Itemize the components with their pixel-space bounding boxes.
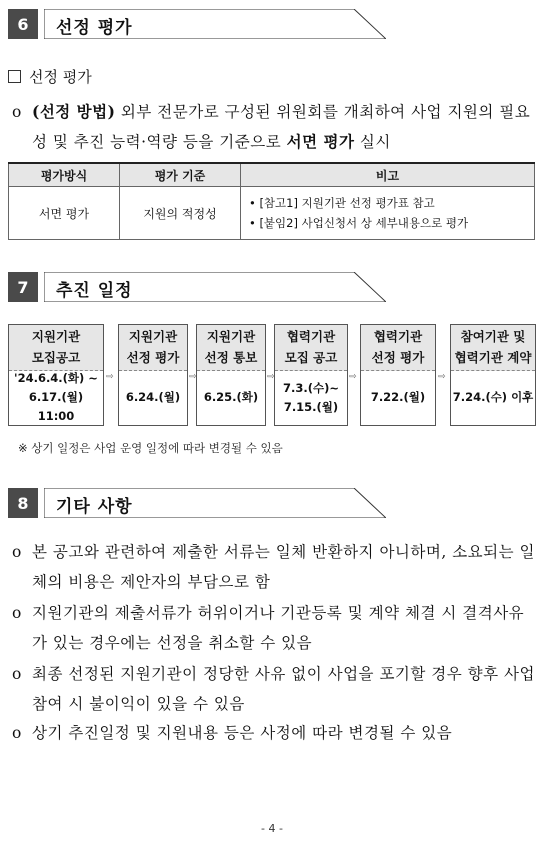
schedule-note: ※ 상기 일정은 사업 운영 일정에 따라 변경될 수 있음 [18,441,283,455]
section-header-7 [8,272,386,302]
table-row [9,187,535,240]
other-bullet: o 지원기관의 제출서류가 허위이거나 기관등록 및 계약 체결 시 결격사유가 있는 경우에는 선정을 취소할 수 있음 [12,604,525,652]
section-title: 기타 사항 [56,497,133,517]
schedule-step: 지원기관 선정 평가 6.24.(월) [118,324,188,426]
schedule-step: 협력기관 모집 공고 7.3.(수)~ 7.15.(월) [274,324,348,426]
arrow-right-icon: ⇨ [189,372,197,382]
other-bullet: o 최종 선정된 지원기관이 정당한 사유 없이 사업을 포기할 경우 향후 사업 참여 시 불이익이 있을 수 있음 [12,665,535,713]
table-cell: 서면 평가 [9,187,120,240]
arrow-right-icon: ⇨ [106,372,114,382]
table-header: 평가방식 [9,163,120,187]
schedule-step: 참여기관 및 협력기관 계약 7.24.(수) 이후 [450,324,536,426]
table-header: 비고 [241,163,535,187]
page-number: - 4 - [261,822,283,835]
table-header: 평가 기준 [120,163,241,187]
selection-method-bullet: o (선정 방법) 외부 전문가로 구성된 위원회를 개최하여 사업 지원의 필요성 및 추진 능력·역량 등을 기준으로 서면 평가 실시 [12,97,536,157]
table-cell-remarks: • [참고1] 지원기관 선정 평가표 참고 • [붙임2] 사업신청서 상 세부내용으로 평가 [241,187,535,240]
arrow-right-icon: ⇨ [349,372,357,382]
schedule-step: 지원기관 모집공고 '24.6.4.(화) ~ 6.17.(월) 11:00 [8,324,104,426]
sub-heading: 선정 평가 [8,66,92,87]
square-bullet-icon [8,70,21,83]
arrow-right-icon: ⇨ [267,372,275,382]
schedule-step: 협력기관 선정 평가 7.22.(월) [360,324,436,426]
section-title: 추진 일정 [56,281,133,301]
section-header-8 [8,488,386,518]
schedule-timeline [8,324,536,426]
evaluation-table [8,162,535,240]
other-bullet: o 본 공고와 관련하여 제출한 서류는 일체 반환하지 아니하며, 소요되는 일체의 비용은 제안자의 부담으로 함 [12,543,535,591]
section-number: 8 [8,488,38,518]
table-cell: 지원의 적정성 [120,187,241,240]
arrow-right-icon: ⇨ [438,372,446,382]
section-number: 7 [8,272,38,302]
other-bullet: o 상기 추진일정 및 지원내용 등은 사정에 따라 변경될 수 있음 [12,724,453,742]
bullet-mark: o [12,103,22,121]
section-header-6 [8,9,386,39]
schedule-step: 지원기관 선정 통보 6.25.(화) [196,324,266,426]
section-number: 6 [8,9,38,39]
section-title: 선정 평가 [56,18,133,38]
